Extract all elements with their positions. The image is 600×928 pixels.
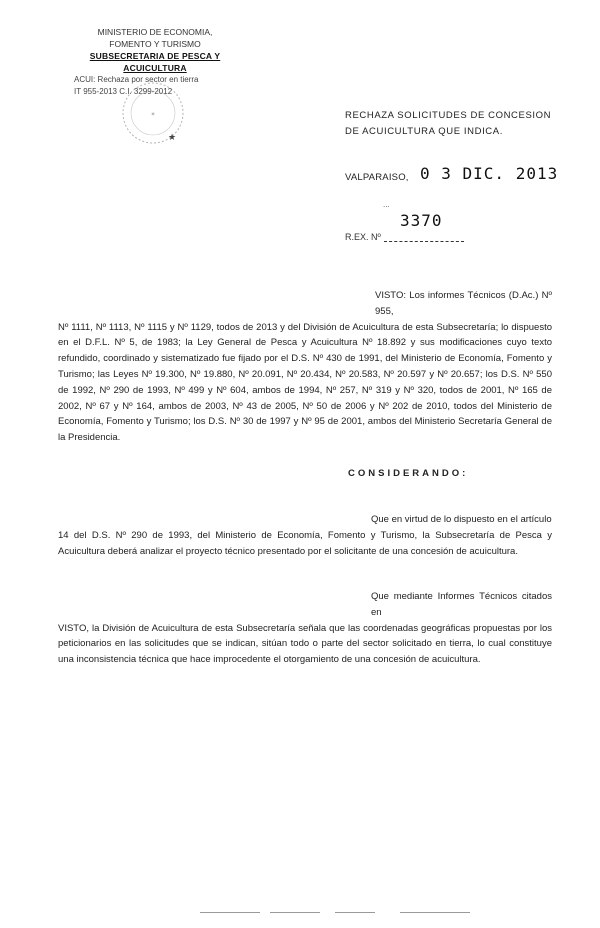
ministry-name-line2: FOMENTO Y TURISMO xyxy=(109,39,201,49)
visto-paragraph xyxy=(58,288,552,446)
ministry-name-line1: MINISTERIO DE ECONOMIA, xyxy=(97,27,213,37)
footer-rule-1 xyxy=(200,912,260,913)
considerando-2-lead: Que mediante Informes Técnicos citados en xyxy=(371,591,552,618)
considerando-1-lead: Que en virtud de lo dispuesto en el artículo xyxy=(371,514,552,525)
visto-lead: VISTO: Los informes Técnicos (D.Ac.) Nº 955, xyxy=(375,290,552,317)
resolution-label: R.EX. Nº xyxy=(345,232,381,242)
visto-body: Nº 1111, Nº 1113, Nº 1115 y Nº 1129, todos de 2013 y del División de Acuicultura de esta Subsecretaría; lo dispuesto en el D.F.L. Nº 5, de 1983; la Ley General de Pesca y Acuicultura Nº 18.892 y sus modificaciones cuyo texto refundido, coordinado y sistematizado fue fijado por el D.S. Nº 430 de 1991, del Ministerio de Economía, Fomento y Turismo; las Leyes Nº 19.300, Nº 19.880, Nº 20.091, Nº 20.434, Nº 20.583, Nº 20.597 y Nº 20.657; los D.S. Nº 550 de 1992, Nº 290 de 1993, Nº 499 y Nº 604, ambos de 1994, Nº 257, Nº 319 y Nº 320, todos de 2001, Nº 165 de 2002, Nº 67 y Nº 164, ambos de 2003, Nº 43 de 2005, Nº 50 de 2006 y Nº 202 de 2010, todos del Ministerio de Economía, Fomento y Turismo; los D.S. Nº 30 de 1997 y Nº 95 de 2001, ambos del Ministerio Secretaría General de la Presidencia. xyxy=(58,321,552,444)
considerando-1-body: 14 del D.S. Nº 290 de 1993, del Ministerio de Economía, Fomento y Turismo, la Subsecretaría de Pesca y Acuicultura deberá analizar el proyecto técnico presentado por el solicitante de una concesión de acuicultura. xyxy=(58,529,552,557)
resolution-underline xyxy=(384,241,464,242)
reference-line1: ACUI: Rechaza por sector en tierra xyxy=(74,75,199,84)
considerando-2-body: VISTO, la División de Acuicultura de esta Subsecretaría señala que las coordenadas geográficas propuestas por los peticionarios en las solicitudes que se indican, sitúan todo o parte del sector solicitado en tierra, lo cual constituye una inconsistencia técnica que hace improcedente el otorgamiento de una concesión de acuicultura. xyxy=(58,622,552,666)
resolution-number: 3370 xyxy=(400,211,443,230)
footer-rule-2 xyxy=(270,912,320,913)
place-label: VALPARAISO, xyxy=(345,172,409,183)
date-stamp: 0 3 DIC. 2013 xyxy=(420,164,559,183)
considerando-paragraph-2 xyxy=(58,589,552,668)
resolution-subject: RECHAZA SOLICITUDES DE CONCESION DE ACUICULTURA QUE INDICA. xyxy=(345,110,552,137)
resolution-dots: ... xyxy=(383,200,390,209)
considerando-heading: CONSIDERANDO: xyxy=(348,468,469,479)
footer-rule-3 xyxy=(335,912,375,913)
footer-rule-4 xyxy=(400,912,470,913)
letterhead xyxy=(60,26,250,98)
svg-text:★: ★ xyxy=(168,133,177,143)
svg-text:✶: ✶ xyxy=(150,111,156,118)
subsecretaria-name: SUBSECRETARIA DE PESCA Y ACUICULTURA xyxy=(89,51,221,73)
considerando-paragraph-1 xyxy=(58,512,552,559)
reference-line2: IT 955-2013 C.I. 3299-2012 xyxy=(74,87,173,96)
